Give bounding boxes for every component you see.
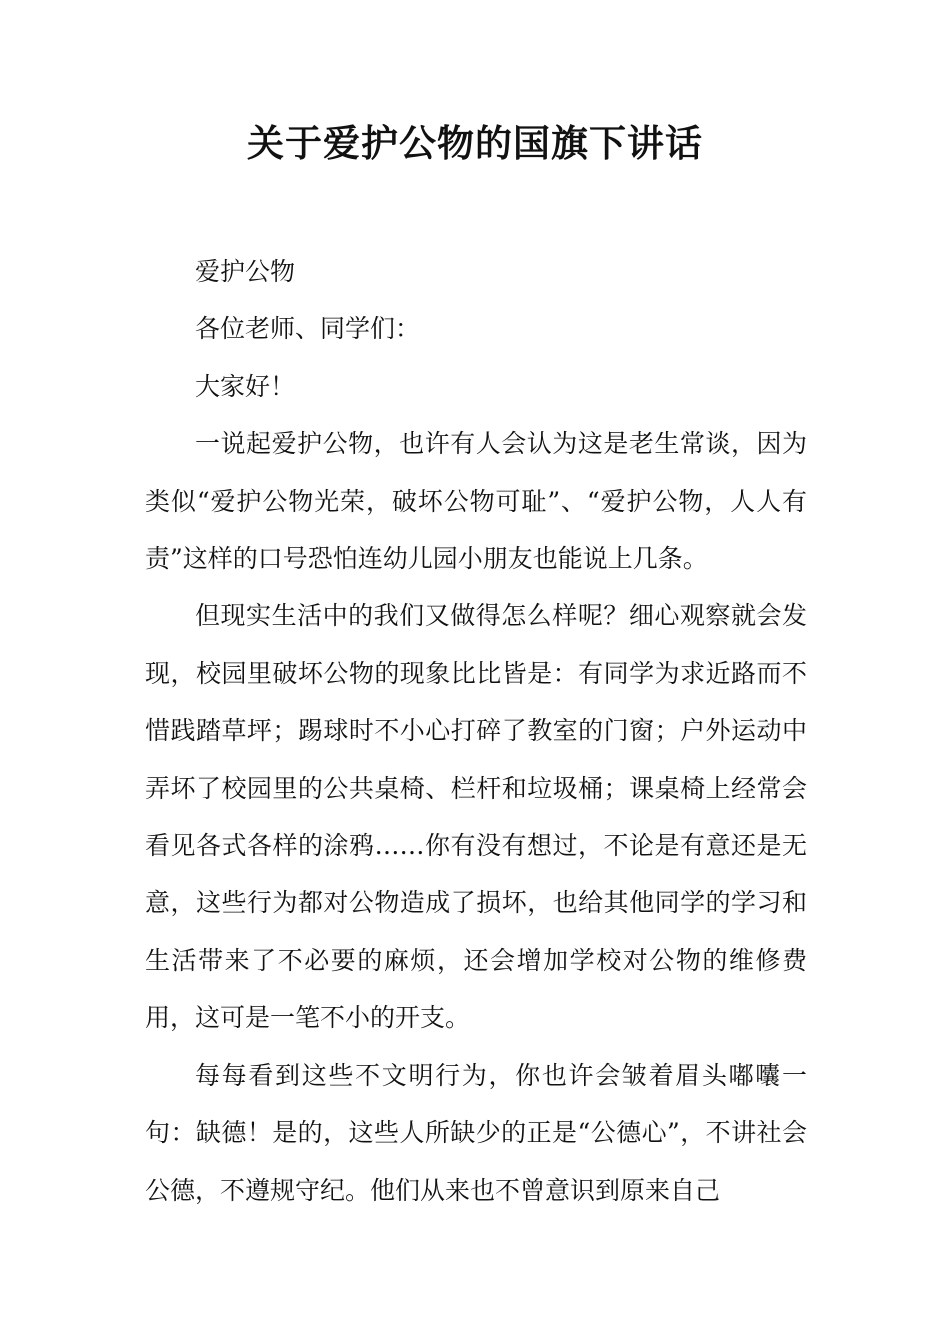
paragraph-subtitle: 爱护公物 <box>195 257 296 286</box>
paragraph: 但现实生活中的我们又做得怎么样呢？细心观察就会发现，校园里破坏公物的现象比比皆是：有同学为求近路而不惜践踏草坪；踢球时不小心打碎了教室的门窗；户外运动中弄坏了校园里的公共桌椅、栏杆和垃圾桶；课桌椅上经常会看见各式各样的涂鸦……你有没有想过，不论是有意还是无意，这些行为都对公物造成了损坏，也给其他同学的学习和生活带来了不必要的麻烦，还会增加学校对公物的维修费用，这可是一笔不小的开支。 <box>145 601 807 1033</box>
document-title: 关于爱护公物的国旗下讲话 <box>247 122 703 165</box>
paragraph: 一说起爱护公物，也许有人会认为这是老生常谈，因为类似“爱护公物光荣，破坏公物可耻”、“爱护公物，人人有责”这样的口号恐怕连幼儿园小朋友也能说上几条。 <box>145 429 807 574</box>
paragraph-salutation: 各位老师、同学们： <box>195 314 421 344</box>
paragraph-greeting: 大家好！ <box>195 371 296 401</box>
document-body <box>145 243 807 1219</box>
paragraph: 每每看到这些不文明行为，你也许会皱着眉头嘟囔一句：缺德！是的，这些人所缺少的正是“公德心”，不讲社会公德，不遵规守纪。他们从来也不曾意识到原来自己 <box>145 1060 807 1205</box>
